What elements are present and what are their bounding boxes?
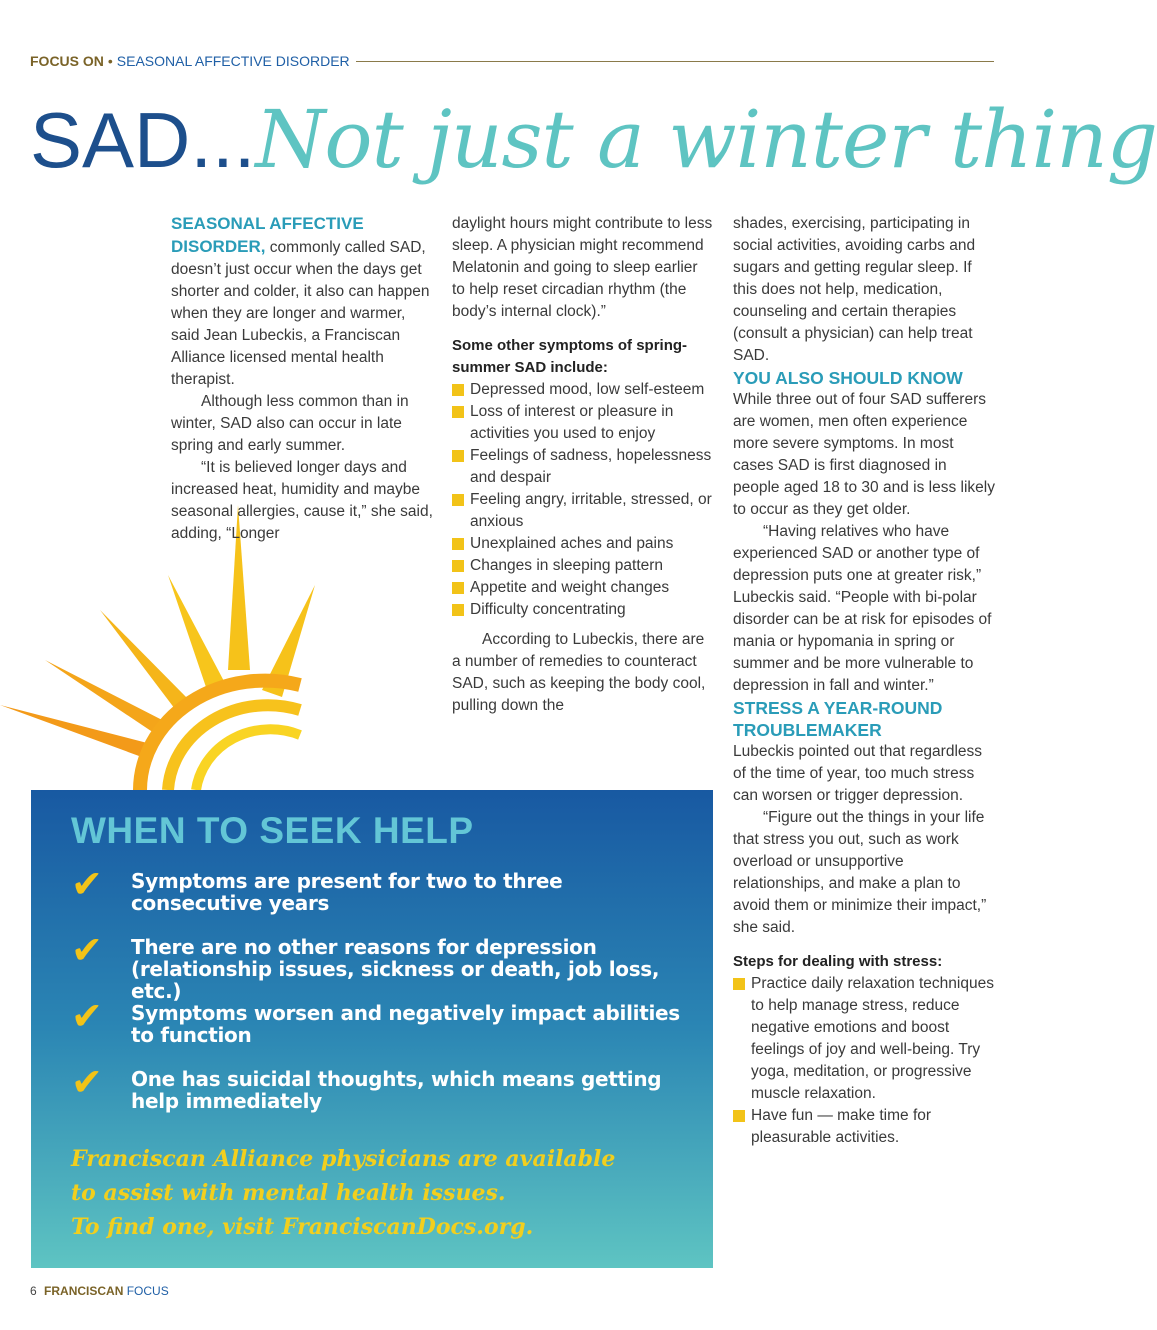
square-bullet-icon (452, 384, 464, 396)
section-kicker (30, 53, 994, 69)
list-item: Loss of interest or pleasure in activities you used to enjoy (452, 401, 714, 445)
list-item: Practice daily relaxation techniques to help manage stress, reduce negative emotions and boost feelings of joy and well-being. Try yoga, meditation, or progressive muscle relaxation. (733, 973, 995, 1105)
square-bullet-icon (452, 560, 464, 572)
square-bullet-icon (452, 604, 464, 616)
kicker-topic: SEASONAL AFFECTIVE DISORDER (116, 53, 350, 69)
paragraph: While three out of four SAD sufferers are women, men often experience more severe symptoms. In most cases SAD is first diagnosed in people aged 18 to 30 and is less likely to occur as they get older. (733, 391, 995, 518)
check-icon: ✔ (71, 864, 103, 906)
square-bullet-icon (452, 406, 464, 418)
seek-help-title: WHEN TO SEEK HELP (71, 810, 474, 851)
intro-paragraph (171, 213, 433, 391)
steps-list (733, 973, 995, 1149)
kicker-rule (356, 61, 994, 62)
column-1 (171, 213, 433, 545)
footer-brand: FRANCISCAN (44, 1284, 124, 1298)
list-item: Difficulty concentrating (452, 599, 714, 621)
page-number: 6 (30, 1284, 37, 1298)
list-item: Feeling angry, irritable, stressed, or anxious (452, 489, 714, 533)
list-item: Feelings of sadness, hopelessness and despair (452, 445, 714, 489)
section-heading: YOU ALSO SHOULD KNOW (733, 368, 963, 388)
help-item-text: One has suicidal thoughts, which means getting help immediately (131, 1067, 662, 1113)
title-sad: SAD... (30, 96, 256, 184)
paragraph: Although less common than in winter, SAD also can occur in late spring and early summer. (171, 393, 409, 454)
help-item-text: Symptoms worsen and negatively impact abilities to function (131, 1001, 680, 1047)
paragraph: Lubeckis pointed out that regardless of the time of year, too much stress can worsen or trigger depression. (733, 743, 983, 804)
lead-head-line2: DISORDER, (171, 237, 266, 256)
sun-arc (168, 705, 300, 790)
cta-line: To find one, visit FranciscanDocs.org. (71, 1214, 534, 1240)
page-title (30, 93, 1157, 186)
page-footer (30, 1284, 169, 1298)
cta-line: Franciscan Alliance physicians are available (71, 1146, 616, 1172)
paragraph: “It is believed longer days and increased heat, humidity and maybe seasonal allergies, cause it,” she said, adding, “Longer (171, 459, 433, 542)
seek-help-box (31, 790, 713, 1268)
list-item: Appetite and weight changes (452, 577, 714, 599)
list-item: Changes in sleeping pattern (452, 555, 714, 577)
symptoms-heading: Some other symptoms of spring-summer SAD include: (452, 337, 688, 376)
section-heading: STRESS A YEAR-ROUND TROUBLEMAKER (733, 698, 943, 740)
square-bullet-icon (733, 978, 745, 990)
square-bullet-icon (452, 582, 464, 594)
call-to-action (71, 1142, 691, 1244)
square-bullet-icon (452, 450, 464, 462)
kicker-dot: • (107, 53, 113, 69)
kicker-focus-label: FOCUS ON (30, 53, 104, 69)
intro-text: commonly called SAD, doesn’t just occur when the days get shorter and colder, it also can happen when they are longer and warmer, said Jean Lubeckis, a Franciscan Alliance licensed mental health therapist. (171, 239, 430, 388)
paragraph: “Having relatives who have experienced SAD or another type of depression puts one at greater risk,” Lubeckis said. “People with bi-polar disorder can be at risk for episodes of mania or hypomania in spring or summer and be more vulnerable to depression in fall and winter.” (733, 523, 992, 694)
title-subtitle: Not just a winter thing (255, 93, 1157, 186)
help-item-text: There are no other reasons for depression (relationship issues, sickness or death, job loss, etc.) (131, 935, 660, 1003)
cta-line: to assist with mental health issues. (71, 1180, 506, 1206)
paragraph: daylight hours might contribute to less sleep. A physician might recommend Melatonin and going to sleep earlier to help reset circadian rhythm (the body’s internal clock).” (452, 215, 713, 320)
footer-publication: FOCUS (126, 1284, 169, 1298)
paragraph: shades, exercising, participating in social activities, avoiding carbs and sugars and getting regular sleep. If this does not help, medication, counseling and certain therapies (consult a physician) can help treat SAD. (733, 215, 976, 364)
square-bullet-icon (452, 494, 464, 506)
sun-arc (140, 681, 300, 790)
square-bullet-icon (452, 538, 464, 550)
symptoms-list (452, 379, 714, 621)
check-icon: ✔ (71, 1062, 103, 1104)
help-item-text: Symptoms are present for two to three consecutive years (131, 869, 563, 915)
sun-arc (196, 729, 300, 790)
check-icon: ✔ (71, 996, 103, 1038)
paragraph: “Figure out the things in your life that stress you out, such as work overload or unsupportive relationships, and make a plan to avoid them or minimize their impact,” she said. (733, 809, 987, 936)
sun-illustration (0, 505, 320, 795)
column-2 (452, 213, 714, 717)
column-3 (733, 213, 995, 1149)
square-bullet-icon (733, 1110, 745, 1122)
list-item: Depressed mood, low self-esteem (452, 379, 714, 401)
check-icon: ✔ (71, 930, 103, 972)
lead-head-line1: SEASONAL AFFECTIVE (171, 214, 364, 233)
sun-ray (168, 575, 226, 693)
list-item: Unexplained aches and pains (452, 533, 714, 555)
steps-heading: Steps for dealing with stress: (733, 953, 943, 970)
list-item: Have fun — make time for pleasurable activities. (733, 1105, 995, 1149)
paragraph: According to Lubeckis, there are a number of remedies to counteract SAD, such as keeping the body cool, pulling down the (452, 631, 706, 714)
